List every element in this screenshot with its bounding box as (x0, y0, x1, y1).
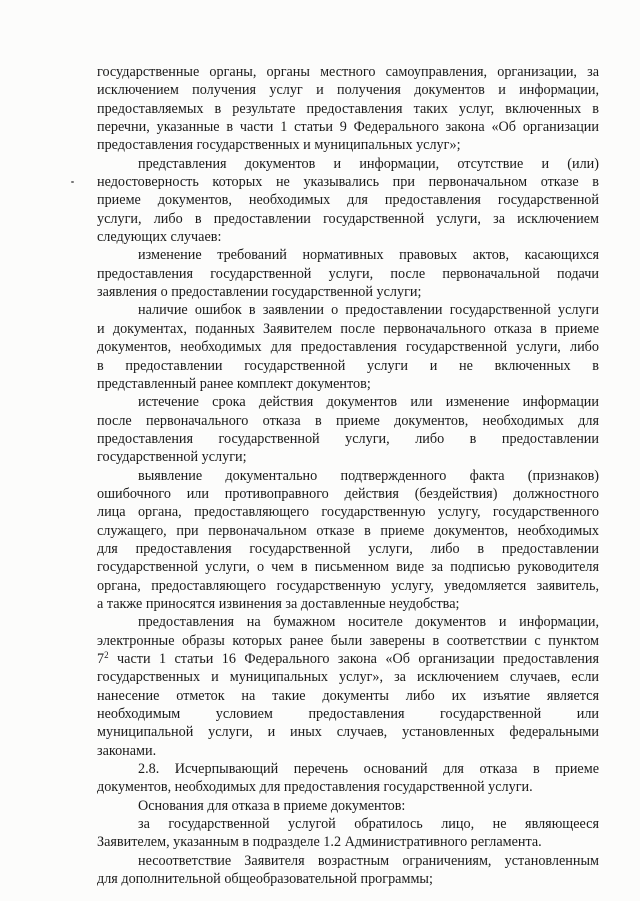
text-line: наличие ошибок в заявлении о предоставлении государственной услуги (138, 302, 599, 319)
text-line: предоставления государственных и муниципальных услуг»; (97, 137, 461, 154)
text-line: а также приносятся извинения за доставленные неудобства; (97, 595, 460, 612)
text-line: выявление документально подтвержденного факта (признаков) (138, 467, 599, 484)
text-line (97, 650, 599, 668)
text-fragment: 7 (97, 651, 105, 667)
text-line: перечни, указанные в части 1 статьи 9 Федерального закона «Об организации (97, 119, 599, 136)
text-line: электронные образы которых ранее были заверены в соответствии с пунктом (97, 632, 599, 649)
scan-speck (71, 181, 74, 183)
text-line: за государственной услугой обратилось лицо, не являющееся (138, 816, 599, 833)
text-line: предоставления государственной услуги, после первоначальной подачи (97, 265, 599, 282)
text-line: истечение срока действия документов или изменение информации (138, 394, 599, 411)
text-line: исключением получения услуг и получения документов и информации, (97, 82, 599, 99)
text-line: предоставления на бумажном носителе документов и информации, (138, 614, 599, 631)
text-line: услуги, либо в предоставлении государственной услуги, за исключением (97, 210, 599, 227)
text-line: необходимым условием предоставления государственной или (97, 706, 599, 723)
text-line: для предоставления государственной услуги, либо в предоставлении (97, 540, 599, 557)
text-line: государственных и муниципальных услуг», за исключением случаев, если (97, 669, 599, 686)
text-line: нанесение отметок на такие документы либо их изъятие является (97, 687, 599, 704)
text-line: в предоставлении государственной услуги и не включенных в (97, 357, 599, 374)
text-line: предоставляемых в результате предоставления таких услуг, включенных в (97, 100, 599, 117)
text-line: представленный ранее комплект документов; (97, 375, 371, 392)
document-body (97, 63, 599, 888)
text-line: 2.8. Исчерпывающий перечень оснований для отказа в приеме (138, 761, 599, 778)
text-line: заявления о предоставлении государственной услуги; (97, 284, 422, 301)
text-line: изменение требований нормативных правовых актов, касающихся (138, 247, 599, 264)
text-line: государственной услуги; (97, 449, 247, 466)
text-line: законами. (97, 742, 157, 759)
text-line: представления документов и информации, отсутствие и (или) (138, 155, 599, 172)
text-line: приеме документов, необходимых для предоставления государственной (97, 192, 599, 209)
text-line: ошибочного или противоправного действия (бездействия) должностного (97, 485, 599, 502)
text-line: государственные органы, органы местного самоуправления, организации, за (97, 64, 599, 80)
text-line: несоответствие Заявителя возрастным ограничениям, установленным (138, 852, 599, 869)
superscript: 2 (104, 650, 109, 660)
text-line: документов, необходимых для предоставления государственной услуги, либо (97, 339, 599, 356)
text-line: муниципальной услуги, и иных случаев, установленных федеральными (97, 724, 599, 741)
text-line: для дополнительной общеобразовательной программы; (97, 871, 433, 888)
text-line: предоставления государственной услуги, либо в предоставлении (97, 430, 599, 447)
text-line: недостоверность которых не указывались при первоначальном отказе в (97, 174, 599, 191)
text-line: органа, предоставляющего государственную услугу, уведомляется заявитель, (97, 577, 599, 594)
text-line: и документах, поданных Заявителем после первоначального отказа в приеме (97, 320, 599, 337)
text-line: Заявителем, указанным в подразделе 1.2 Административного регламента. (97, 834, 542, 851)
text-line: государственной услуги, о чем в письменном виде за подписью руководителя (97, 559, 599, 576)
text-fragment: части 1 статьи 16 Федерального закона «Об организации предоставления (108, 651, 599, 667)
text-line: лица органа, предоставляющего государственную услугу, государственного (97, 504, 599, 521)
text-line: служащего, при первоначальном отказе в приеме документов, необходимых (97, 522, 599, 539)
text-line: документов, необходимых для предоставления государственной услуги. (97, 779, 533, 796)
text-line: после первоначального отказа в приеме документов, необходимых для (97, 412, 599, 429)
text-line: Основания для отказа в приеме документов: (138, 797, 406, 814)
text-line: следующих случаев: (97, 229, 222, 246)
